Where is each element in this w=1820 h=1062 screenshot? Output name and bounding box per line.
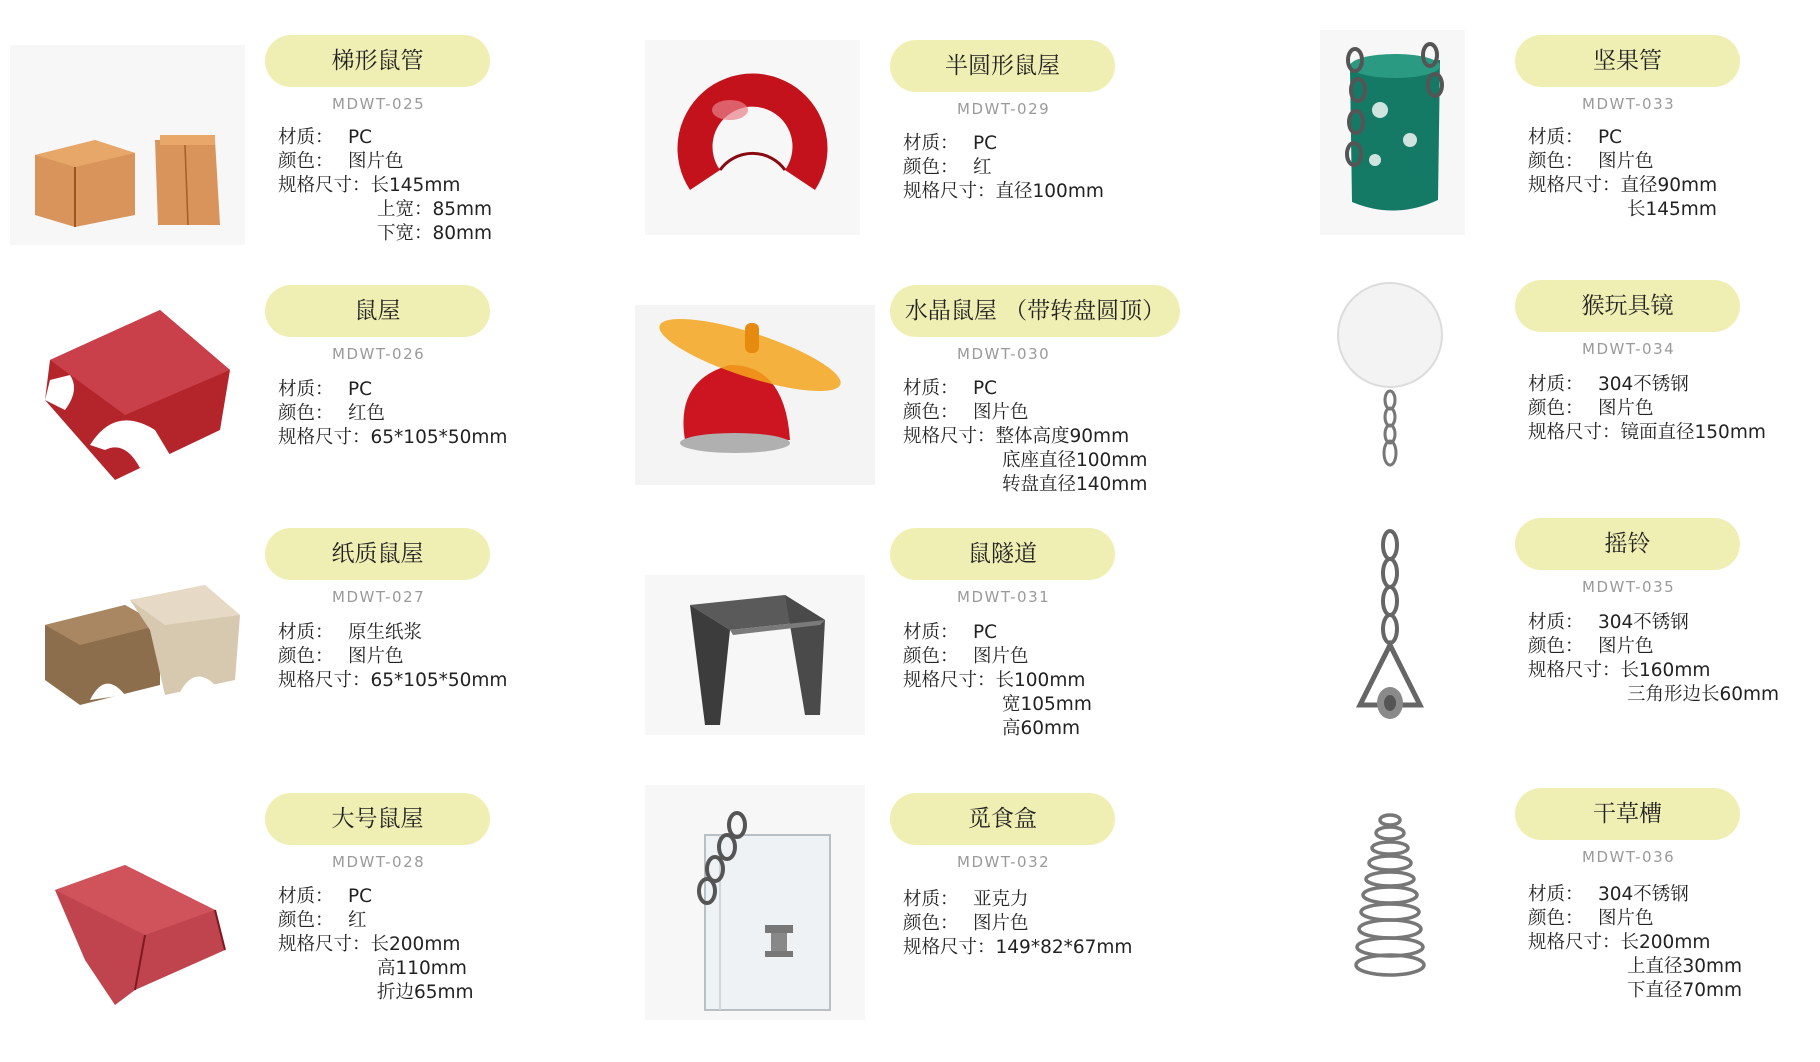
product-card-mdwt-032 xyxy=(625,780,1225,1030)
product-card-mdwt-026 xyxy=(0,270,600,520)
product-code: MDWT-036 xyxy=(1582,848,1676,866)
product-title: 坚果管 xyxy=(1515,35,1740,87)
product-code: MDWT-033 xyxy=(1582,95,1676,113)
product-title: 猴玩具镜 xyxy=(1515,280,1740,332)
product-title: 梯形鼠管 xyxy=(265,35,490,87)
rattle-image xyxy=(1325,525,1455,740)
nut-tube-image xyxy=(1320,30,1465,235)
product-title: 纸质鼠屋 xyxy=(265,528,490,580)
product-code: MDWT-029 xyxy=(957,100,1051,118)
product-specs: 材质： PC 颜色： 红 规格尺寸： 直径100mm xyxy=(903,133,1104,202)
product-card-mdwt-025 xyxy=(0,20,600,270)
product-card-mdwt-029 xyxy=(625,20,1225,270)
large-house-image xyxy=(15,820,255,1010)
product-card-mdwt-027 xyxy=(0,515,600,765)
tunnel-image xyxy=(645,575,865,735)
product-title: 鼠屋 xyxy=(265,285,490,337)
product-specs: 材质： PC 颜色： 图片色 规格尺寸： 直径90mm 长145mm xyxy=(1528,127,1718,220)
product-code: MDWT-032 xyxy=(957,853,1051,871)
product-title: 摇铃 xyxy=(1515,518,1740,570)
half-sphere-house-image xyxy=(645,40,860,235)
product-card-mdwt-036 xyxy=(1250,775,1820,1025)
product-specs: 材质： PC 颜色： 红 规格尺寸： 长200mm 高110mm 折边65mm xyxy=(278,886,474,1003)
product-specs: 材质： 原生纸浆 颜色： 图片色 规格尺寸： 65*105*50mm xyxy=(278,622,508,691)
paper-house-image xyxy=(30,570,240,720)
mirror-image xyxy=(1325,265,1455,480)
hamster-house-image xyxy=(20,290,240,480)
hay-rack-image xyxy=(1325,805,1455,1005)
crystal-house-image xyxy=(635,305,875,485)
product-title: 大号鼠屋 xyxy=(265,793,490,845)
product-code: MDWT-031 xyxy=(957,588,1051,606)
product-title: 觅食盒 xyxy=(890,793,1115,845)
product-title: 半圆形鼠屋 xyxy=(890,40,1115,92)
product-specs: 材质： 304不锈钢 颜色： 图片色 规格尺寸： 长200mm 上直径30mm 下直径70mm xyxy=(1528,884,1743,1001)
product-title: 干草槽 xyxy=(1515,788,1740,840)
product-card-mdwt-035 xyxy=(1250,505,1820,755)
product-code: MDWT-034 xyxy=(1582,340,1676,358)
trapezoid-tube-image xyxy=(10,45,245,245)
product-card-mdwt-031 xyxy=(625,515,1225,765)
product-code: MDWT-035 xyxy=(1582,578,1676,596)
product-specs: 材质： 亚克力 颜色： 图片色 规格尺寸： 149*82*67mm xyxy=(903,889,1133,958)
product-title: 鼠隧道 xyxy=(890,528,1115,580)
product-code: MDWT-026 xyxy=(332,345,426,363)
product-specs: 材质： PC 颜色： 红色 规格尺寸： 65*105*50mm xyxy=(278,379,508,448)
product-card-mdwt-033 xyxy=(1250,20,1820,270)
product-code: MDWT-030 xyxy=(957,345,1051,363)
product-card-mdwt-034 xyxy=(1250,260,1820,510)
product-specs: 材质： PC 颜色： 图片色 规格尺寸： 整体高度90mm 底座直径100mm 转盘直径140mm xyxy=(903,378,1148,495)
product-card-mdwt-028 xyxy=(0,780,600,1030)
product-card-mdwt-030 xyxy=(625,265,1225,515)
product-title: 水晶鼠屋 （带转盘圆顶） xyxy=(890,285,1180,337)
product-specs: 材质： PC 颜色： 图片色 规格尺寸： 长145mm 上宽：85mm 下宽：80mm xyxy=(278,127,493,244)
product-code: MDWT-027 xyxy=(332,588,426,606)
product-specs: 材质： 304不锈钢 颜色： 图片色 规格尺寸： 镜面直径150mm xyxy=(1528,374,1766,443)
product-specs: 材质： PC 颜色： 图片色 规格尺寸： 长100mm 宽105mm 高60mm xyxy=(903,622,1092,739)
product-code: MDWT-028 xyxy=(332,853,426,871)
product-specs: 材质： 304不锈钢 颜色： 图片色 规格尺寸： 长160mm 三角形边长60mm xyxy=(1528,612,1780,705)
product-code: MDWT-025 xyxy=(332,95,426,113)
foraging-box-image xyxy=(645,785,865,1020)
